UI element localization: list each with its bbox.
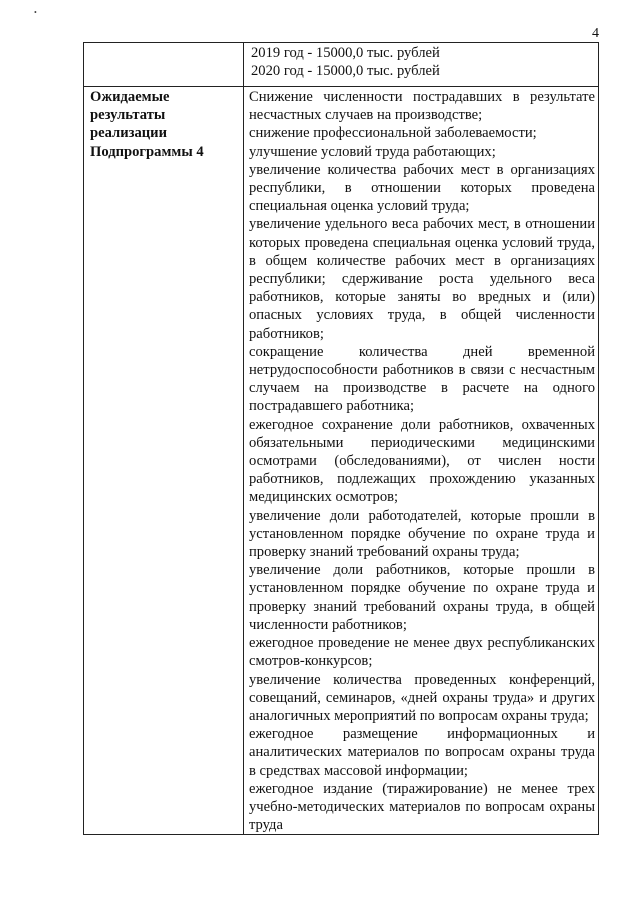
subprogram-table — [83, 42, 599, 835]
funding-row — [84, 43, 599, 87]
result-item: ежегодное проведение не менее двух республиканских смотров-конкурсов; — [249, 635, 595, 670]
result-item: увеличение доли работников, которые прошли в установленном порядке обучение по охране труда и проверку знаний требований охраны труда, в общей численности работников; — [249, 562, 595, 633]
result-item: увеличение удельного веса рабочих мест, в отношении которых проведена специальная оценка условий труда, в общем количестве рабочих мест в организациях республики; сдерживание роста удельного веса работников, которые заняты во вредных и (или) опасных условиях труда, в общей численности работников; — [249, 216, 595, 342]
funding-cell — [244, 43, 599, 87]
funding-line-2020: 2020 год - 15000,0 тыс. рублей — [251, 63, 440, 80]
result-item: сокращение количества дней временной нетрудоспособности работников в связи с несчастным случаем на производстве в расчете на одного пострадавшего работника; — [249, 343, 595, 415]
funding-label-cell — [84, 43, 244, 87]
result-item: снижение профессиональной заболеваемости; — [249, 125, 537, 142]
page-number: 4 — [592, 26, 599, 41]
result-item: увеличение доли работодателей, которые прошли в установленном порядке обучение по охране труда и проверку знаний требований охраны труда; — [249, 507, 595, 561]
expected-results-label — [84, 87, 244, 835]
funding-line-2019: 2019 год - 15000,0 тыс. рублей — [251, 45, 440, 61]
label-line: результаты — [90, 107, 166, 124]
result-item: увеличение количества рабочих мест в организациях республики, в отношении которых проведена специальная оценка условий труда; — [249, 161, 595, 215]
result-item: Снижение численности пострадавших в результате несчастных случаев на производстве; — [249, 89, 595, 124]
expected-results-content — [244, 87, 599, 835]
result-item: ежегодное издание (тиражирование) не менее трех учебно-методических материалов по вопросам охраны труда — [249, 780, 595, 834]
label-line: Подпрограммы 4 — [90, 143, 204, 160]
result-item: ежегодное размещение информационных и аналитических материалов по вопросам охраны труда в средствах массовой информации; — [249, 726, 595, 779]
expected-results-row — [84, 87, 599, 835]
label-line: Ожидаемые — [90, 89, 170, 105]
label-line: реализации — [90, 125, 168, 142]
result-item: увеличение количества проведенных конференций, совещаний, семинаров, «дней охраны труда» и других аналогичных мероприятий по вопросам охраны труда; — [249, 671, 595, 724]
result-item: ежегодное сохранение доли работников, охваченных обязательными периодическими медицинскими осмотрами (обследованиями), от числен ности работников, подлежащих прохождению указанных медицинских осмотров; — [249, 416, 595, 506]
result-item: улучшение условий труда работающих; — [249, 143, 496, 160]
scan-mark: • — [34, 8, 37, 17]
